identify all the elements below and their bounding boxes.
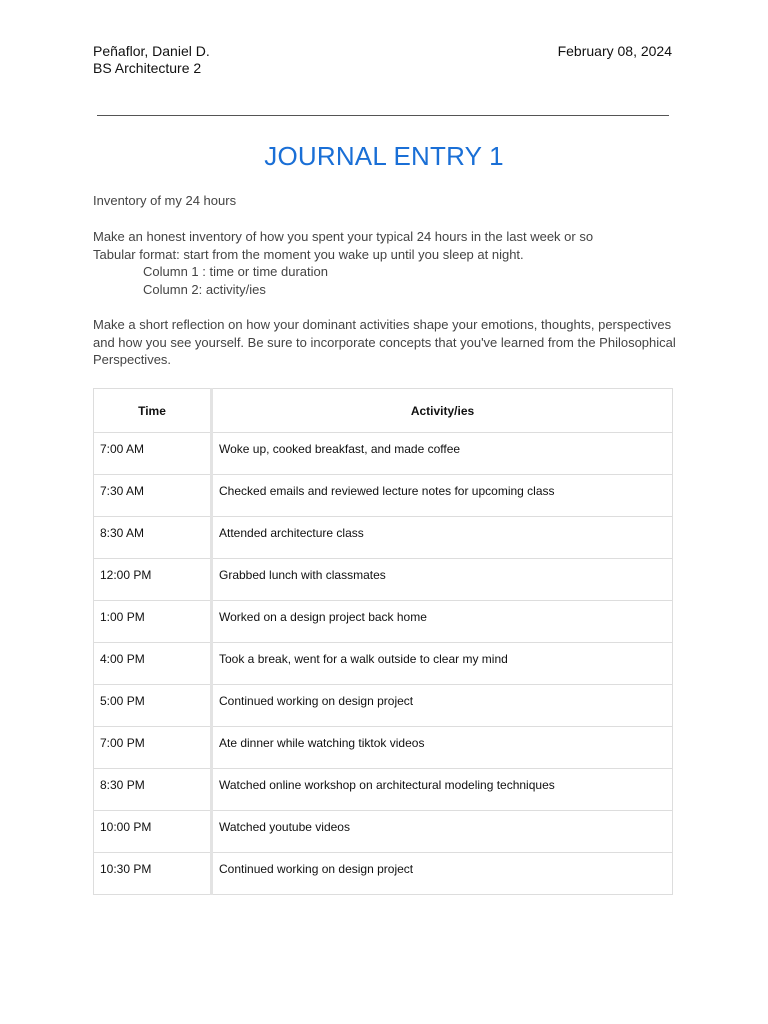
time-cell: 12:00 PM (94, 559, 212, 601)
activity-cell: Watched youtube videos (212, 811, 673, 853)
activity-column-header: Activity/ies (212, 389, 673, 433)
activity-cell: Worked on a design project back home (212, 601, 673, 643)
instruction-line-2: Tabular format: start from the moment you wake up until you sleep at night. (93, 246, 524, 262)
time-cell: 10:30 PM (94, 853, 212, 895)
time-cell: 1:00 PM (94, 601, 212, 643)
table-row (94, 601, 673, 643)
table-row (94, 811, 673, 853)
instruction-line-1: Make an honest inventory of how you spent your typical 24 hours in the last week or so (93, 229, 594, 244)
table-body (94, 433, 673, 895)
time-cell: 10:00 PM (94, 811, 212, 853)
table-header-row (94, 389, 673, 433)
activity-cell: Woke up, cooked breakfast, and made coffee (212, 433, 673, 475)
table-row (94, 517, 673, 559)
table-row (94, 853, 673, 895)
table-row (94, 433, 673, 475)
entry-date: February 08, 2024 (557, 43, 672, 59)
table-row (94, 475, 673, 517)
header-divider (97, 115, 669, 116)
table-row (94, 769, 673, 811)
instruction-column-2: Column 2: activity/ies (143, 281, 266, 297)
author-program: BS Architecture 2 (93, 60, 202, 76)
time-cell: 4:00 PM (94, 643, 212, 685)
time-activity-table (93, 388, 673, 895)
intro-text: Inventory of my 24 hours (93, 193, 237, 208)
instructions-block (93, 228, 683, 298)
time-cell: 7:00 PM (94, 727, 212, 769)
author-name: Peñaflor, Daniel D. (93, 43, 210, 59)
table-row (94, 685, 673, 727)
time-cell: 8:30 AM (94, 517, 212, 559)
instruction-column-1: Column 1 : time or time duration (143, 264, 328, 279)
activity-cell: Continued working on design project (212, 685, 673, 727)
table-row (94, 559, 673, 601)
time-cell: 7:30 AM (94, 475, 212, 517)
activity-cell: Grabbed lunch with classmates (212, 559, 673, 601)
time-cell: 5:00 PM (94, 685, 212, 727)
author-block (93, 43, 210, 77)
table-row (94, 643, 673, 685)
time-cell: 8:30 PM (94, 769, 212, 811)
time-column-header: Time (94, 389, 212, 433)
activity-cell: Attended architecture class (212, 517, 673, 559)
time-cell: 7:00 AM (94, 433, 212, 475)
page-title: JOURNAL ENTRY 1 (264, 141, 504, 171)
table-row (94, 727, 673, 769)
activity-cell: Checked emails and reviewed lecture notes for upcoming class (212, 475, 673, 517)
activity-cell: Watched online workshop on architectural modeling techniques (212, 769, 673, 811)
activity-cell: Took a break, went for a walk outside to clear my mind (212, 643, 673, 685)
reflection-prompt: Make a short reflection on how your dominant activities shape your emotions, thoughts, perspectives and how you see yourself. Be sure to incorporate concepts that you've learned from the Philosophical Perspectives. (93, 317, 676, 367)
activity-cell: Continued working on design project (212, 853, 673, 895)
activity-cell: Ate dinner while watching tiktok videos (212, 727, 673, 769)
